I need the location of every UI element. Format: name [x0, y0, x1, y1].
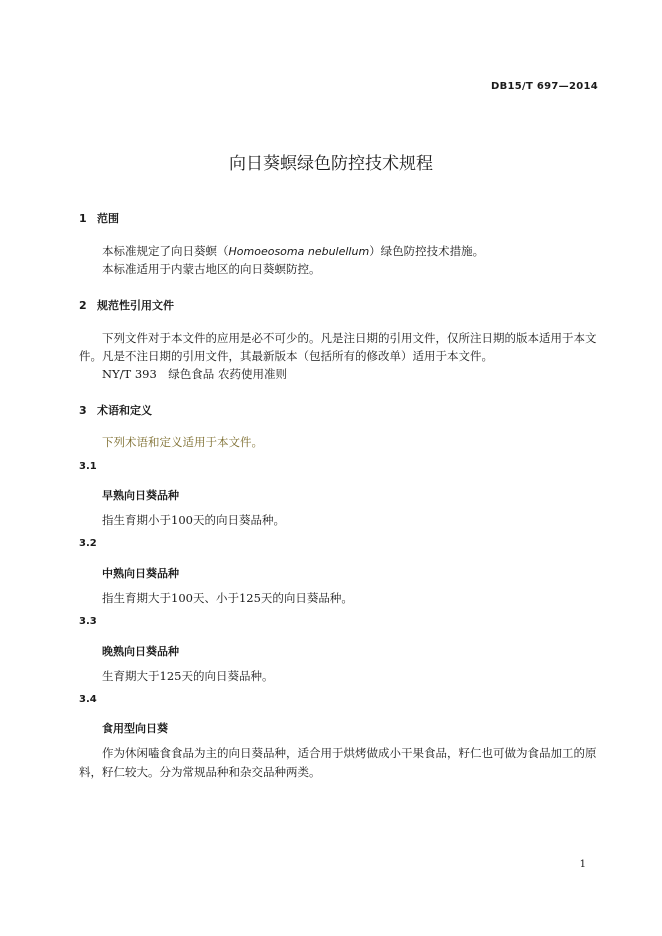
term-3-4-definition-line-2: 料，籽仁较大。分为常规品种和杂交品种两类。	[79, 765, 321, 779]
section-title: 术语和定义	[97, 404, 152, 417]
section-1-heading	[79, 210, 119, 226]
section-number: 3	[79, 404, 87, 417]
section-1-paragraph-2: 本标准适用于内蒙古地区的向日葵螟防控。	[102, 262, 321, 276]
term-3-4-definition-line-1: 作为休闲嗑食食品为主的向日葵品种，适合用于烘烤做成小干果食品，籽仁也可做为食品加工的原	[102, 746, 597, 760]
normative-reference: NY/T 393 绿色食品 农药使用准则	[102, 367, 287, 381]
document-title: 向日葵螟绿色防控技术规程	[229, 154, 433, 174]
term-3-2-definition: 指生育期大于100天、小于125天的向日葵品种。	[102, 591, 353, 605]
term-3-1-name: 早熟向日葵品种	[102, 489, 179, 502]
term-3-2-number: 3.2	[79, 538, 97, 549]
section-3-heading	[79, 402, 152, 418]
section-2-paragraph-line-2: 件。凡是不注日期的引用文件，其最新版本（包括所有的修改单）适用于本文件。	[79, 349, 493, 363]
section-2-heading	[79, 297, 174, 313]
section-1-paragraph-1	[102, 243, 484, 259]
term-3-3-name: 晚熟向日葵品种	[102, 645, 179, 658]
term-3-2-name: 中熟向日葵品种	[102, 567, 179, 580]
section-3-intro: 下列术语和定义适用于本文件。	[102, 435, 263, 449]
term-3-4-name: 食用型向日葵	[102, 722, 168, 735]
section-number: 1	[79, 212, 87, 225]
page-number: 1	[579, 859, 586, 870]
text-span: ）绿色防控技术措施。	[369, 244, 485, 258]
term-3-1-definition: 指生育期小于100天的向日葵品种。	[102, 513, 285, 527]
standard-code: DB15/T 697—2014	[491, 81, 598, 92]
section-2-paragraph-line-1: 下列文件对于本文件的应用是必不可少的。凡是注日期的引用文件，仅所注日期的版本适用于本文	[102, 331, 597, 345]
section-title: 规范性引用文件	[97, 299, 174, 312]
section-number: 2	[79, 299, 87, 312]
text-span: 本标准规定了向日葵螟（	[102, 244, 229, 258]
term-3-4-number: 3.4	[79, 694, 97, 705]
latin-name: Homoeosoma nebulellum	[228, 245, 370, 258]
term-3-1-number: 3.1	[79, 461, 97, 472]
section-title: 范围	[97, 212, 119, 225]
term-3-3-number: 3.3	[79, 616, 97, 627]
term-3-3-definition: 生育期大于125天的向日葵品种。	[102, 669, 274, 683]
